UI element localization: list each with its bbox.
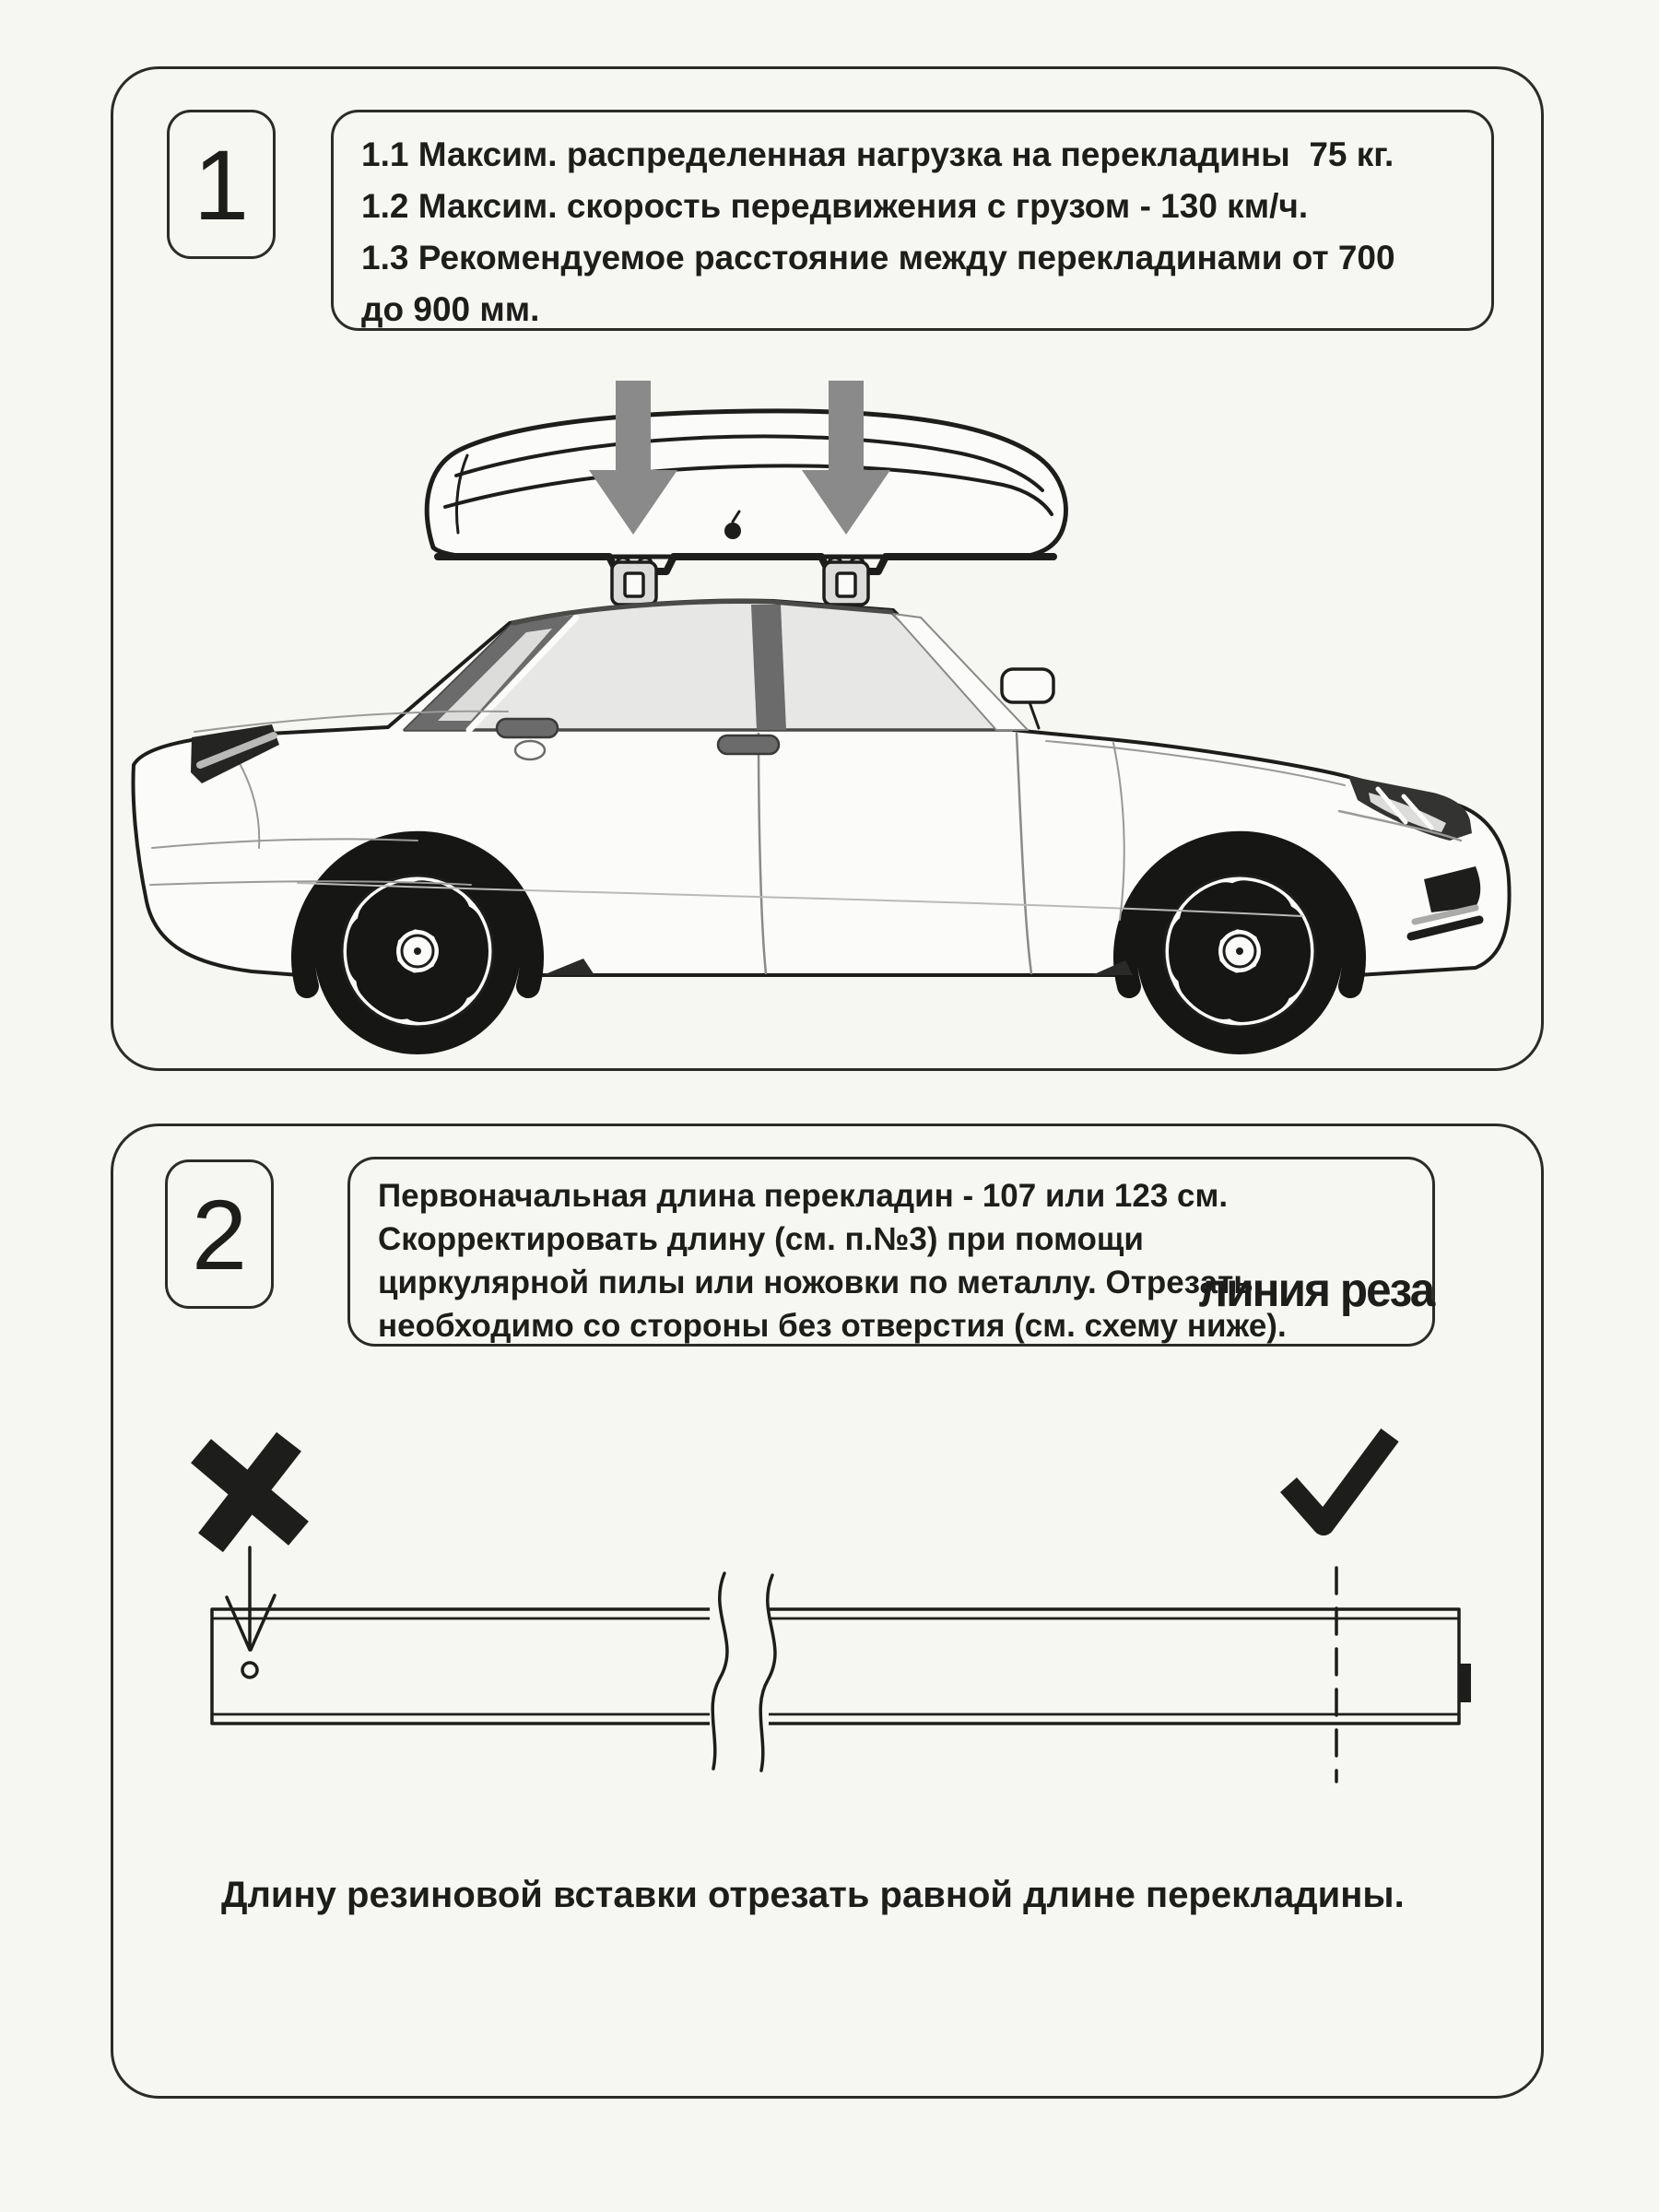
b-pillar [751, 605, 786, 730]
car-body [134, 601, 1510, 1054]
rubber-insert-caption: Длину резиновой вставки отрезать равной длине перекладины. [221, 1875, 1405, 1915]
roof-box [427, 411, 1065, 571]
cut-line-label: линия реза [1198, 1264, 1434, 1317]
step-2-number: 2 [191, 1178, 248, 1290]
instruction-text: Первоначальная длина перекладин - 107 или 123 см. [378, 1178, 1229, 1214]
rear-wheel [314, 848, 521, 1054]
instruction-text: Скорректировать длину (см. п.№3) при помощи [378, 1221, 1144, 1257]
step-1-panel [111, 66, 1544, 1071]
instruction-text: до 900 мм. [361, 290, 540, 328]
check-mark-icon [1288, 1435, 1390, 1524]
step-1-instruction-box [331, 110, 1494, 331]
crossbar-hole [242, 1663, 257, 1677]
instruction-text: циркулярной пилы или ножовки по металлу. Отрезать [378, 1265, 1253, 1300]
side-mirror [1002, 669, 1053, 702]
instruction-text: 1.1 Максим. распределенная нагрузка на перекладины 75 кг. [361, 135, 1394, 173]
fuel-cap [515, 741, 545, 759]
car-roof-box-illustration [113, 367, 1541, 1065]
step-1-number-box [167, 110, 276, 259]
door-handle [718, 735, 779, 754]
step-2-number-box [165, 1159, 274, 1309]
step-1-number: 1 [193, 128, 250, 241]
roof-box-clamp [824, 558, 868, 605]
front-wheel [1136, 848, 1343, 1054]
step-2-panel [111, 1124, 1544, 2099]
step-2-instruction-box [347, 1157, 1435, 1347]
roof-box-lock-icon [724, 523, 741, 539]
cross-mark-icon [201, 1441, 299, 1542]
instruction-text: 1.2 Максим. скорость передвижения с грузом - 130 км/ч. [361, 187, 1309, 225]
instruction-text: необходимо со стороны без отверстия (см. схему ниже). [378, 1308, 1287, 1344]
roof-box-clamp [612, 558, 656, 605]
hole-pointer-arrow [227, 1547, 275, 1650]
bar-break-marks [710, 1571, 775, 1771]
crossbar-end-plug [1459, 1664, 1471, 1702]
instruction-text: 1.3 Рекомендуемое расстояние между перекладинами от 700 [361, 239, 1395, 276]
crossbar-cut-diagram [109, 1376, 1556, 1837]
door-handle [497, 719, 558, 737]
crossbar-drawing [212, 1609, 1471, 1724]
